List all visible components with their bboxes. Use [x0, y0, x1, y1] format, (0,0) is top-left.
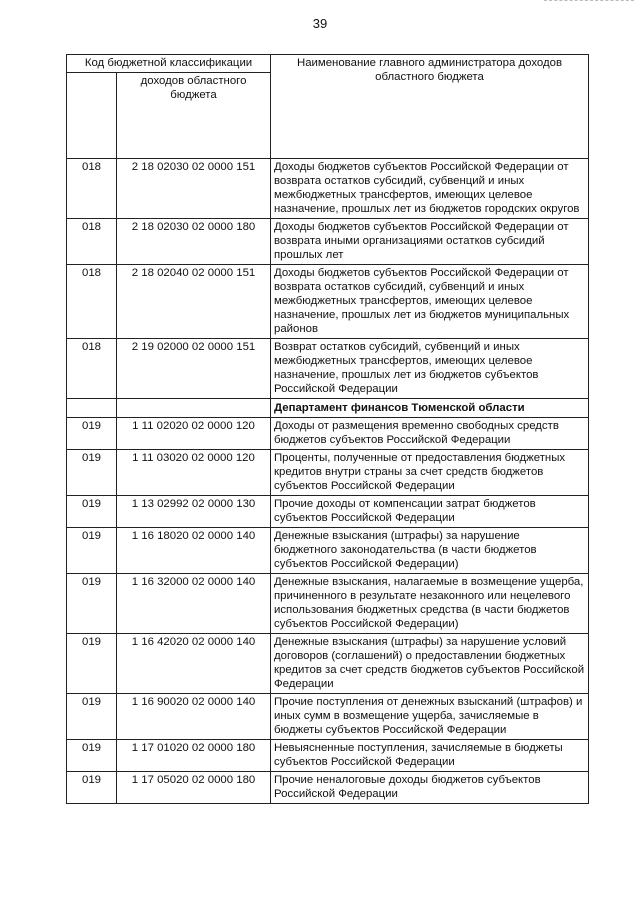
admin-code-cell: 018 — [67, 265, 117, 339]
header-income-code: доходов областного бюджета — [117, 73, 271, 159]
admin-code-cell: 018 — [67, 159, 117, 219]
income-name-cell: Денежные взыскания (штрафы) за нарушение условий договоров (соглашений) о предоставлении бюджетных кредитов за счет средств бюджетов субъектов Российской Федерации — [271, 634, 589, 694]
income-name-cell: Возврат остатков субсидий, субвенций и иных межбюджетных трансфертов, имеющих целевое назначение, прошлых лет из бюджетов субъектов Российской Федерации — [271, 339, 589, 399]
income-name-cell: Доходы от размещения временно свободных средств бюджетов субъектов Российской Федерации — [271, 418, 589, 450]
admin-code-cell: 019 — [67, 418, 117, 450]
income-code-cell: 2 18 02030 02 0000 151 — [117, 159, 271, 219]
scan-corner-mark — [544, 0, 634, 4]
table-row — [67, 496, 589, 528]
table-row — [67, 339, 589, 399]
income-code-cell: 1 16 42020 02 0000 140 — [117, 634, 271, 694]
income-name-cell: Прочие неналоговые доходы бюджетов субъектов Российской Федерации — [271, 772, 589, 804]
income-name-cell: Прочие доходы от компенсации затрат бюджетов субъектов Российской Федерации — [271, 496, 589, 528]
income-code-cell: 2 18 02040 02 0000 151 — [117, 265, 271, 339]
income-name-cell: Доходы бюджетов субъектов Российской Федерации от возврата остатков субсидий, субвенций и иных межбюджетных трансфертов, имеющих целевое назначение, прошлых лет из бюджетов муниципальных районов — [271, 265, 589, 339]
page-number: 39 — [312, 16, 328, 31]
income-name-cell: Проценты, полученные от предоставления бюджетных кредитов внутри страны за счет средств бюджетов субъектов Российской Федерации — [271, 450, 589, 496]
admin-code-cell: 019 — [67, 694, 117, 740]
admin-code-cell: 018 — [67, 219, 117, 265]
income-code-cell: 1 16 90020 02 0000 140 — [117, 694, 271, 740]
admin-code-cell: 019 — [67, 528, 117, 574]
admin-code-cell — [67, 399, 117, 418]
table-row — [67, 265, 589, 339]
header-admin-code-blank — [67, 73, 117, 159]
admin-code-cell: 019 — [67, 450, 117, 496]
income-code-cell: 1 17 01020 02 0000 180 — [117, 740, 271, 772]
table-row — [67, 574, 589, 634]
income-code-cell: 1 17 05020 02 0000 180 — [117, 772, 271, 804]
table-row — [67, 219, 589, 265]
department-row — [67, 399, 589, 418]
admin-code-cell: 019 — [67, 634, 117, 694]
income-code-cell: 1 16 32000 02 0000 140 — [117, 574, 271, 634]
income-name-cell: Доходы бюджетов субъектов Российской Федерации от возврата остатков субсидий, субвенций и иных межбюджетных трансфертов, имеющих целевое назначение, прошлых лет из бюджетов городских округов — [271, 159, 589, 219]
income-code-cell: 2 18 02030 02 0000 180 — [117, 219, 271, 265]
admin-code-cell: 018 — [67, 339, 117, 399]
budget-classification-table — [66, 54, 589, 804]
table-row — [67, 740, 589, 772]
income-name-cell: Денежные взыскания (штрафы) за нарушение бюджетного законодательства (в части бюджетов субъектов Российской Федерации) — [271, 528, 589, 574]
income-name-cell: Прочие поступления от денежных взысканий (штрафов) и иных сумм в возмещение ущерба, зачисляемые в бюджеты субъектов Российской Федерации — [271, 694, 589, 740]
table-row — [67, 528, 589, 574]
income-code-cell: 1 13 02992 02 0000 130 — [117, 496, 271, 528]
income-code-cell: 1 16 18020 02 0000 140 — [117, 528, 271, 574]
income-name-cell: Денежные взыскания, налагаемые в возмещение ущерба, причиненного в результате незаконного или нецелевого использования бюджетных средства (в части бюджетов субъектов Российской Федерации) — [271, 574, 589, 634]
table-row — [67, 772, 589, 804]
table-row — [67, 450, 589, 496]
income-code-cell: 1 11 03020 02 0000 120 — [117, 450, 271, 496]
admin-code-cell: 019 — [67, 772, 117, 804]
income-name-cell: Невыясненные поступления, зачисляемые в бюджеты субъектов Российской Федерации — [271, 740, 589, 772]
table-row — [67, 418, 589, 450]
table-row — [67, 634, 589, 694]
table-row — [67, 694, 589, 740]
admin-code-cell: 019 — [67, 574, 117, 634]
header-budget-code-group: Код бюджетной классификации — [67, 55, 271, 73]
income-name-cell: Департамент финансов Тюменской области — [271, 399, 589, 418]
income-code-cell: 2 19 02000 02 0000 151 — [117, 339, 271, 399]
admin-code-cell: 019 — [67, 740, 117, 772]
header-administrator-name: Наименование главного администратора доходов областного бюджета — [271, 55, 589, 159]
income-code-cell — [117, 399, 271, 418]
income-name-cell: Доходы бюджетов субъектов Российской Федерации от возврата иными организациями остатков субсидий прошлых лет — [271, 219, 589, 265]
income-code-cell: 1 11 02020 02 0000 120 — [117, 418, 271, 450]
table-row — [67, 159, 589, 219]
admin-code-cell: 019 — [67, 496, 117, 528]
